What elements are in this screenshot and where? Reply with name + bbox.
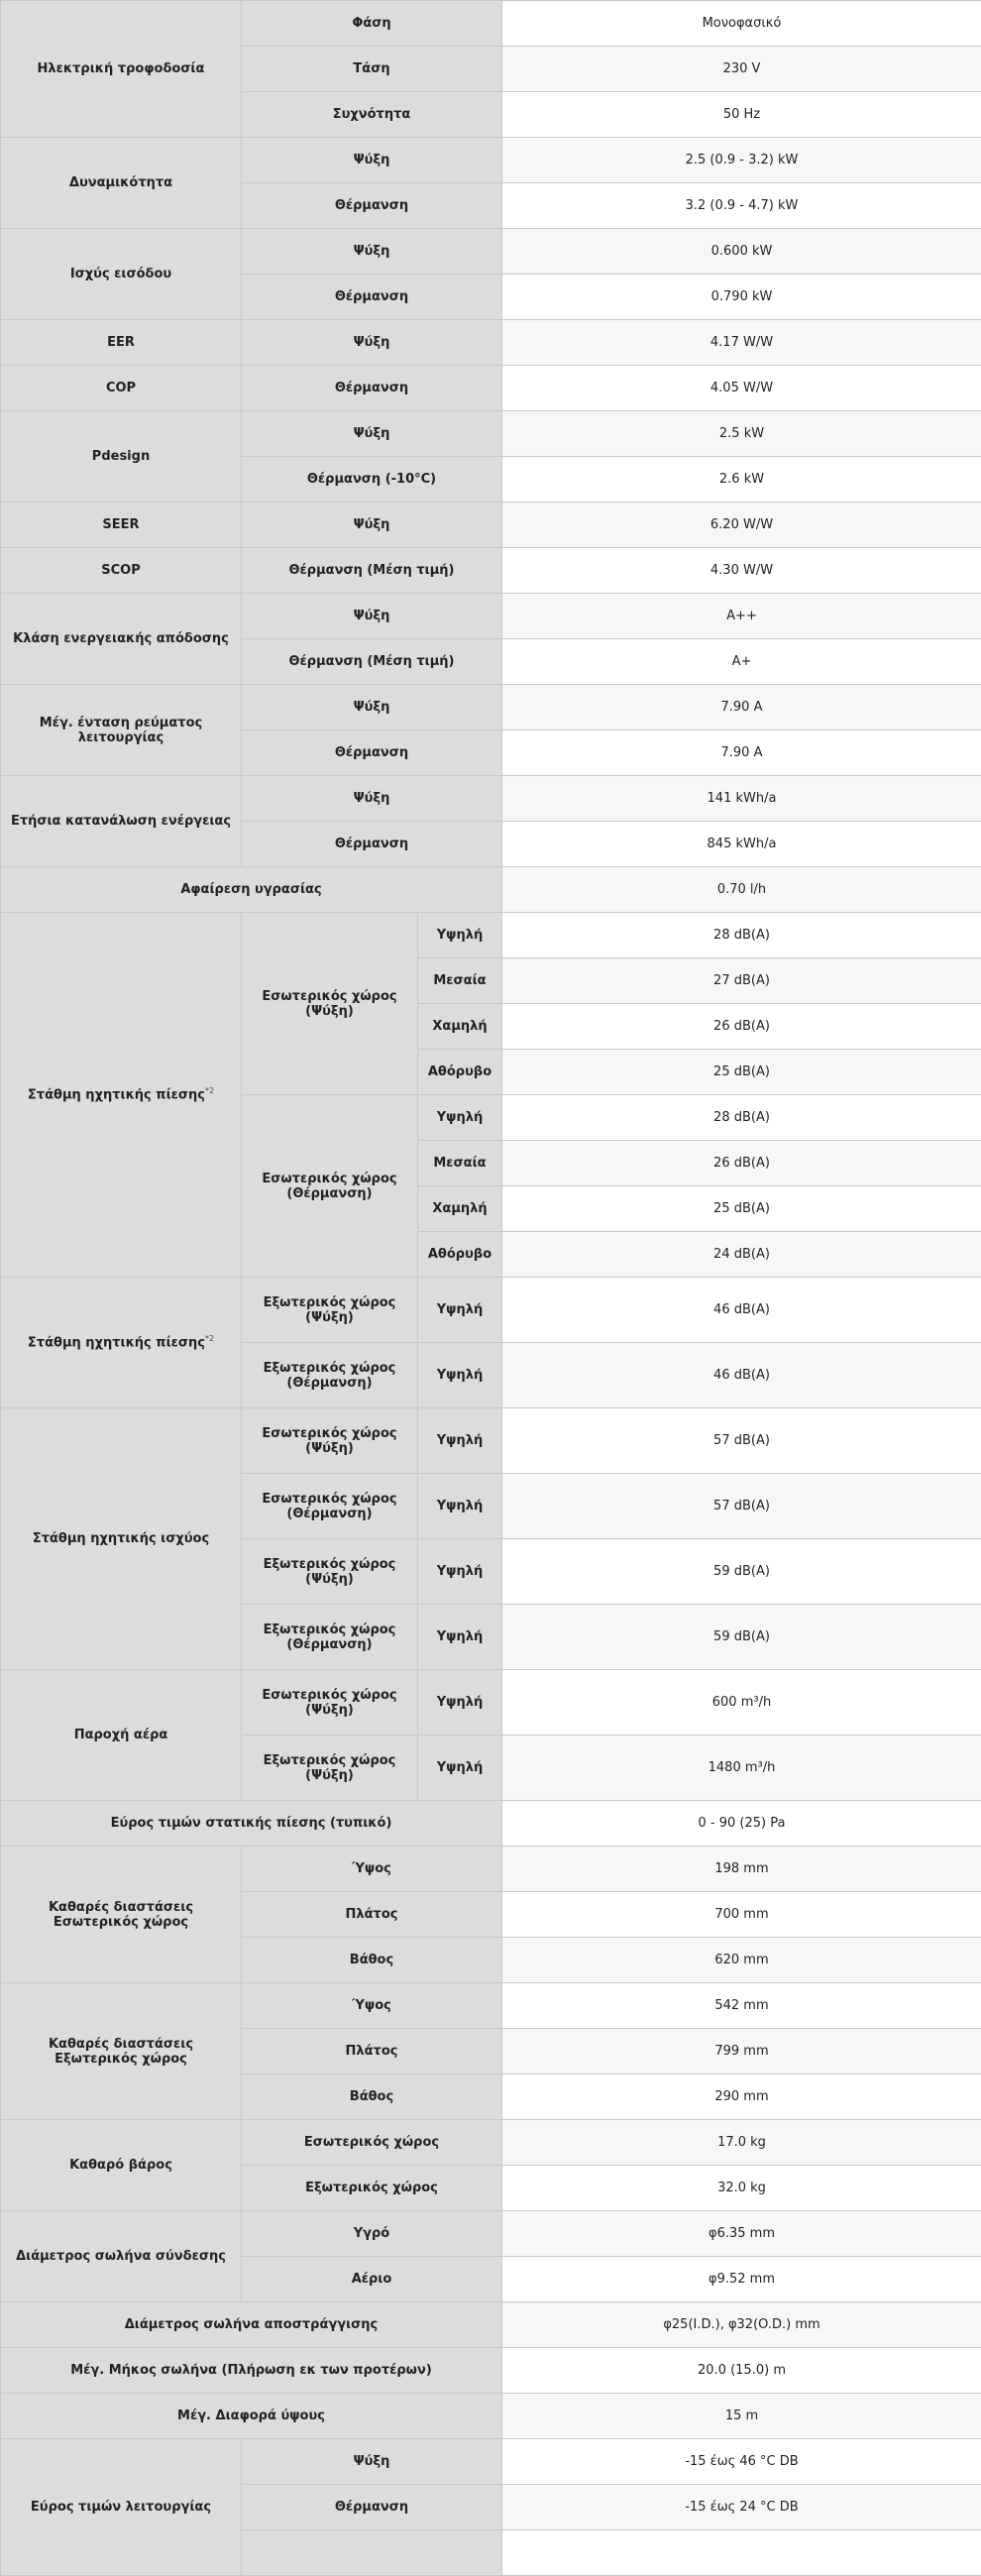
row-label: Υψηλή: [418, 1605, 502, 1670]
table-row: [1, 1408, 981, 1474]
row-value: 26 dB(A): [502, 1141, 981, 1186]
row-label: Τάση: [242, 47, 502, 92]
row-label: Ψύξη: [242, 2439, 502, 2485]
group-label-max-current: Μέγ. ένταση ρεύματος λειτουργίας: [1, 685, 242, 776]
row-label-max-height-diff: Μέγ. Διαφορά ύψους: [1, 2394, 502, 2439]
row-label: Φάση: [242, 1, 502, 47]
row-label: Υψηλή: [418, 1670, 502, 1736]
table-row: [1, 411, 981, 457]
row-label: Θέρμανση: [242, 366, 502, 411]
sub-label: Εσωτερικός χώρος (Ψύξη): [242, 1670, 418, 1736]
row-value: 7.90 A: [502, 730, 981, 776]
sub-label: Εξωτερικός χώρος (Ψύξη): [242, 1736, 418, 1801]
row-value: 0.600 kW: [502, 229, 981, 275]
row-label: Εσωτερικός χώρος: [242, 2120, 502, 2166]
row-value: 57 dB(A): [502, 1408, 981, 1474]
table-row: [1, 138, 981, 183]
row-value: φ9.52 mm: [502, 2257, 981, 2302]
row-label: Ψύξη: [242, 685, 502, 730]
table-row: [1, 2302, 981, 2348]
table-row: [1, 2439, 981, 2485]
sub-label: Εσωτερικός χώρος (Θέρμανση): [242, 1474, 418, 1539]
row-value: 700 mm: [502, 1892, 981, 1938]
group-label-pipe-diameter: Διάμετρος σωλήνα σύνδεσης: [1, 2211, 242, 2302]
table-row: [1, 2211, 981, 2257]
row-label: Ψύξη: [242, 138, 502, 183]
row-value: 32.0 kg: [502, 2166, 981, 2211]
row-label-drain-pipe: Διάμετρος σωλήνα αποστράγγισης: [1, 2302, 502, 2348]
row-label-static-pressure: Εύρος τιμών στατικής πίεσης (τυπικό): [1, 1801, 502, 1847]
row-value: 46 dB(A): [502, 1278, 981, 1343]
row-value: -15 έως 24 °C DB: [502, 2485, 981, 2530]
row-value: 0.790 kW: [502, 275, 981, 320]
group-label-scop: SCOP: [1, 548, 242, 594]
row-label: Θέρμανση: [242, 2485, 502, 2530]
sub-label: Εξωτερικός χώρος (Ψύξη): [242, 1278, 418, 1343]
row-value: 799 mm: [502, 2029, 981, 2074]
row-label: Εξωτερικός χώρος: [242, 2166, 502, 2211]
table-row: [1, 548, 981, 594]
group-label-pdesign: Pdesign: [1, 411, 242, 503]
row-value: φ25(I.D.), φ32(O.D.) mm: [502, 2302, 981, 2348]
footnote-marker: *2: [205, 1334, 214, 1343]
row-label: Πλάτος: [242, 1892, 502, 1938]
row-value: 50 Hz: [502, 92, 981, 138]
sub-label: Εσωτερικός χώρος (Θέρμανση): [242, 1095, 418, 1278]
row-value: 25 dB(A): [502, 1186, 981, 1232]
row-value: 3.2 (0.9 - 4.7) kW: [502, 183, 981, 229]
row-label: Πλάτος: [242, 2029, 502, 2074]
row-label: Μεσαία: [418, 958, 502, 1004]
row-value: 4.30 W/W: [502, 548, 981, 594]
row-label: Θέρμανση: [242, 822, 502, 867]
footnote-marker: *2: [205, 1086, 214, 1095]
row-label: Θέρμανση: [242, 730, 502, 776]
table-row: [1, 1670, 981, 1736]
row-label: Ύψος: [242, 1847, 502, 1892]
row-value: 4.17 W/W: [502, 320, 981, 366]
row-value: 7.90 A: [502, 685, 981, 730]
row-label: Αθόρυβο: [418, 1232, 502, 1278]
table-row: [1, 2120, 981, 2166]
group-label-seer: SEER: [1, 503, 242, 548]
table-row: [1, 776, 981, 822]
group-label-sound-pressure-indoor: Στάθμη ηχητικής πίεσης$^{*2}$: [1, 913, 242, 1278]
row-label: Βάθος: [242, 2074, 502, 2120]
group-label-cop: COP: [1, 366, 242, 411]
row-label-dehumidification: Αφαίρεση υγρασίας: [1, 867, 502, 913]
row-label: Ψύξη: [242, 503, 502, 548]
sub-label: Εξωτερικός χώρος (Θέρμανση): [242, 1343, 418, 1408]
table-row: [1, 320, 981, 366]
row-label: Ψύξη: [242, 229, 502, 275]
row-value: 27 dB(A): [502, 958, 981, 1004]
row-value: 0.70 l/h: [502, 867, 981, 913]
row-label: Θέρμανση: [242, 275, 502, 320]
row-label: Ύψος: [242, 1983, 502, 2029]
row-label: Χαμηλή: [418, 1004, 502, 1050]
group-label-airflow: Παροχή αέρα: [1, 1670, 242, 1801]
table-row: [1, 867, 981, 913]
row-value: 845 kWh/a: [502, 822, 981, 867]
sub-label: Εσωτερικός χώρος (Ψύξη): [242, 1408, 418, 1474]
row-label: Ψύξη: [242, 411, 502, 457]
row-value: 20.0 (15.0) m: [502, 2348, 981, 2394]
row-value: 230 V: [502, 47, 981, 92]
table-row: [1, 229, 981, 275]
row-value: φ6.35 mm: [502, 2211, 981, 2257]
row-label: Θέρμανση (Μέση τιμή): [242, 548, 502, 594]
row-value: Μονοφασικό: [502, 1, 981, 47]
row-label: Υψηλή: [418, 1736, 502, 1801]
table-row: [1, 1278, 981, 1343]
row-label: Υψηλή: [418, 1343, 502, 1408]
row-value: A++: [502, 594, 981, 639]
row-value: 25 dB(A): [502, 1050, 981, 1095]
row-value: 141 kWh/a: [502, 776, 981, 822]
group-label-eer: EER: [1, 320, 242, 366]
row-value: 46 dB(A): [502, 1343, 981, 1408]
row-value: 28 dB(A): [502, 913, 981, 958]
table-row: [1, 1, 981, 47]
row-value: 198 mm: [502, 1847, 981, 1892]
table-row: [1, 594, 981, 639]
row-value: 2.6 kW: [502, 457, 981, 503]
row-value: 620 mm: [502, 1938, 981, 1983]
sub-label: Εσωτερικός χώρος (Ψύξη): [242, 913, 418, 1095]
row-label: Υψηλή: [418, 1539, 502, 1605]
row-value: 28 dB(A): [502, 1095, 981, 1141]
row-value: 26 dB(A): [502, 1004, 981, 1050]
row-value: 2.5 (0.9 - 3.2) kW: [502, 138, 981, 183]
sub-label: Εξωτερικός χώρος (Ψύξη): [242, 1539, 418, 1605]
row-label: Θέρμανση (Μέση τιμή): [242, 639, 502, 685]
row-label-empty: [242, 2530, 502, 2576]
row-value: -15 έως 46 °C DB: [502, 2439, 981, 2485]
row-value-empty: [502, 2530, 981, 2576]
row-label: Αέριο: [242, 2257, 502, 2302]
row-label: Υψηλή: [418, 1095, 502, 1141]
row-label: Βάθος: [242, 1938, 502, 1983]
group-label-capacity: Δυναμικότητα: [1, 138, 242, 229]
group-label-dims-indoor: Καθαρές διαστάσεις Εσωτερικός χώρος: [1, 1847, 242, 1983]
group-label-dims-outdoor: Καθαρές διαστάσεις Εξωτερικός χώρος: [1, 1983, 242, 2120]
group-label-power-input: Ισχύς εισόδου: [1, 229, 242, 320]
group-label-sound-power: Στάθμη ηχητικής ισχύος: [1, 1408, 242, 1670]
group-label-sound-pressure-outdoor: Στάθμη ηχητικής πίεσης$^{*2}$: [1, 1278, 242, 1408]
row-label: Θέρμανση: [242, 183, 502, 229]
group-label-energy-class: Κλάση ενεργειακής απόδοσης: [1, 594, 242, 685]
row-label: Υγρό: [242, 2211, 502, 2257]
row-value: 4.05 W/W: [502, 366, 981, 411]
row-value: 542 mm: [502, 1983, 981, 2029]
table-row: [1, 2348, 981, 2394]
row-value: 15 m: [502, 2394, 981, 2439]
table-row: [1, 2394, 981, 2439]
table-row: [1, 685, 981, 730]
row-value: A+: [502, 639, 981, 685]
row-label: Ψύξη: [242, 594, 502, 639]
row-value: 24 dB(A): [502, 1232, 981, 1278]
row-value: 17.0 kg: [502, 2120, 981, 2166]
row-label: Μεσαία: [418, 1141, 502, 1186]
row-value: 290 mm: [502, 2074, 981, 2120]
row-label: Συχνότητα: [242, 92, 502, 138]
table-row: [1, 913, 981, 958]
row-label-max-pipe-length: Μέγ. Μήκος σωλήνα (Πλήρωση εκ των προτέρων): [1, 2348, 502, 2394]
group-label-electric-supply: Ηλεκτρική τροφοδοσία: [1, 1, 242, 138]
row-value: 59 dB(A): [502, 1605, 981, 1670]
row-label: Υψηλή: [418, 1278, 502, 1343]
row-label: Θέρμανση (-10°C): [242, 457, 502, 503]
row-label: Αθόρυβο: [418, 1050, 502, 1095]
row-label: Ψύξη: [242, 320, 502, 366]
group-label-operating-range: Εύρος τιμών λειτουργίας: [1, 2439, 242, 2576]
group-label-net-weight: Καθαρό βάρος: [1, 2120, 242, 2211]
row-value: 57 dB(A): [502, 1474, 981, 1539]
table-row: [1, 366, 981, 411]
row-label: Υψηλή: [418, 1408, 502, 1474]
table-row: [1, 1983, 981, 2029]
group-label-annual-consumption: Ετήσια κατανάλωση ενέργειας: [1, 776, 242, 867]
row-value: 1480 m³/h: [502, 1736, 981, 1801]
row-label: Ψύξη: [242, 776, 502, 822]
row-value: 6.20 W/W: [502, 503, 981, 548]
table-row: [1, 1847, 981, 1892]
row-value: 600 m³/h: [502, 1670, 981, 1736]
row-value: 59 dB(A): [502, 1539, 981, 1605]
row-value: 0 - 90 (25) Pa: [502, 1801, 981, 1847]
sub-label: Εξωτερικός χώρος (Θέρμανση): [242, 1605, 418, 1670]
table-row: [1, 1801, 981, 1847]
table-row: [1, 503, 981, 548]
row-label: Υψηλή: [418, 913, 502, 958]
row-label: Χαμηλή: [418, 1186, 502, 1232]
row-value: 2.5 kW: [502, 411, 981, 457]
row-label: Υψηλή: [418, 1474, 502, 1539]
